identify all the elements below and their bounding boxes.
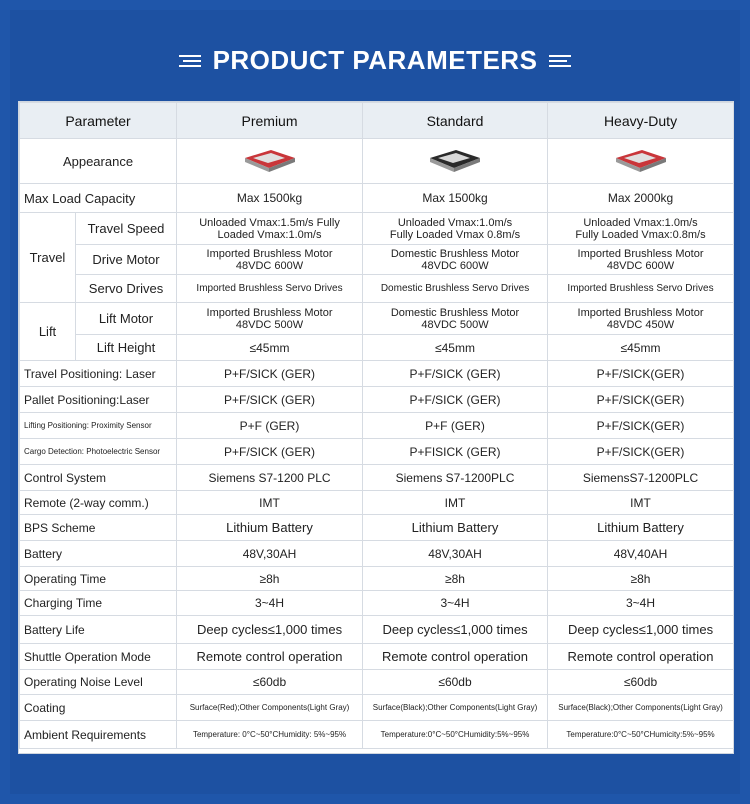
cell: Deep cycles≤1,000 times: [177, 616, 363, 644]
cell: 48V,30AH: [363, 541, 548, 567]
cell: [363, 213, 548, 245]
row-label: Shuttle Operation Mode: [20, 644, 177, 670]
cell: P+F/SICK(GER): [548, 361, 734, 387]
cell-line: 48VDC 450W: [606, 318, 675, 331]
table-row: [20, 139, 734, 184]
cell: Temperature:0°C~50°CHumidity:5%~95%: [363, 721, 548, 749]
header-parameter: Parameter: [20, 103, 177, 139]
table-row: [20, 695, 734, 721]
cell: Domestic Brushless Servo Drives: [363, 275, 548, 303]
cell: Max 1500kg: [363, 184, 548, 213]
cell: IMT: [548, 491, 734, 515]
cell: Lithium Battery: [177, 515, 363, 541]
cell: ≤60db: [177, 670, 363, 695]
cell: ≤60db: [363, 670, 548, 695]
cell: P+F/SICK(GER): [548, 387, 734, 413]
cell: Remote control operation: [177, 644, 363, 670]
cell: Max 1500kg: [177, 184, 363, 213]
table-row: [20, 515, 734, 541]
row-label: BPS Scheme: [20, 515, 177, 541]
cell-line: 48VDC 500W: [421, 318, 489, 331]
table-row: [20, 721, 734, 749]
title-bar: [0, 40, 750, 80]
cell: P+F (GER): [177, 413, 363, 439]
row-label: Charging Time: [20, 591, 177, 616]
red-shuttle-image: [612, 146, 670, 176]
cell: [548, 213, 734, 245]
row-label: Cargo Detection: Photoelectric Sensor: [20, 439, 177, 465]
cell: P+F/SICK(GER): [548, 413, 734, 439]
title-left-deco-icon: [177, 50, 203, 70]
cell-line: Imported Brushless Motor: [206, 247, 333, 260]
row-label: Control System: [20, 465, 177, 491]
row-label: Lift Height: [76, 335, 177, 361]
cell: ≥8h: [363, 567, 548, 591]
cell-line: Unloaded Vmax:1.0m/s: [397, 216, 513, 229]
cell-line: 48VDC 500W: [235, 318, 304, 331]
cell: ≤45mm: [363, 335, 548, 361]
cell: ≤60db: [548, 670, 734, 695]
cell: Surface(Black);Other Components(Light Gray): [548, 695, 734, 721]
cell: 3~4H: [363, 591, 548, 616]
cell-line: Unloaded Vmax:1.0m/s: [583, 216, 698, 229]
group-label-travel: Travel: [20, 213, 76, 303]
cell: Max 2000kg: [548, 184, 734, 213]
row-label: Travel Positioning: Laser: [20, 361, 177, 387]
cell: P+F/SICK (GER): [363, 387, 548, 413]
group-label-lift: Lift: [20, 303, 76, 361]
cell: P+F/SICK (GER): [177, 439, 363, 465]
table-row: [20, 567, 734, 591]
cell-line: Imported Brushless Motor: [577, 306, 704, 319]
cell: Surface(Red);Other Components(Light Gray): [177, 695, 363, 721]
cell-line: 48VDC 600W: [235, 259, 304, 272]
title-right-deco-icon: [547, 50, 573, 70]
row-label: Operating Time: [20, 567, 177, 591]
cell: P+F/SICK(GER): [548, 439, 734, 465]
cell-line: Imported Brushless Motor: [577, 247, 704, 260]
row-label: Remote (2-way comm.): [20, 491, 177, 515]
row-label: Max Load Capacity: [20, 184, 177, 213]
row-label: Drive Motor: [76, 245, 177, 275]
cell: 48V,40AH: [548, 541, 734, 567]
cell: ≤45mm: [177, 335, 363, 361]
appearance-premium: [177, 139, 363, 184]
cell: IMT: [363, 491, 548, 515]
cell-line: Domestic Brushless Motor: [390, 247, 520, 260]
appearance-standard: [363, 139, 548, 184]
cell-line: Fully Loaded Vmax:0.8m/s: [575, 228, 706, 241]
cell: IMT: [177, 491, 363, 515]
cell: [363, 245, 548, 275]
cell-line: Loaded Vmax:1.0m/s: [217, 228, 322, 241]
table-row: [20, 541, 734, 567]
cell: Siemens S7-1200PLC: [363, 465, 548, 491]
table-row: [20, 335, 734, 361]
cell: Remote control operation: [548, 644, 734, 670]
cell: ≥8h: [548, 567, 734, 591]
cell: SiemensS7-1200PLC: [548, 465, 734, 491]
cell: Deep cycles≤1,000 times: [363, 616, 548, 644]
table-row: [20, 616, 734, 644]
table-row: [20, 245, 734, 275]
cell: 48V,30AH: [177, 541, 363, 567]
table-row: [20, 670, 734, 695]
table-row: [20, 213, 734, 245]
cell: Imported Brushless Servo Drives: [548, 275, 734, 303]
cell: Deep cycles≤1,000 times: [548, 616, 734, 644]
cell: P+FISICK (GER): [363, 439, 548, 465]
cell: P+F/SICK (GER): [363, 361, 548, 387]
cell: [548, 303, 734, 335]
cell: Lithium Battery: [363, 515, 548, 541]
header-standard: Standard: [363, 103, 548, 139]
cell: ≤45mm: [548, 335, 734, 361]
row-label: Servo Drives: [76, 275, 177, 303]
row-label: Appearance: [20, 139, 177, 184]
header-premium: Premium: [177, 103, 363, 139]
header-row: [20, 103, 734, 139]
table-row: [20, 439, 734, 465]
cell: Remote control operation: [363, 644, 548, 670]
cell: Siemens S7-1200 PLC: [177, 465, 363, 491]
table-row: [20, 303, 734, 335]
table-row: [20, 184, 734, 213]
cell: 3~4H: [177, 591, 363, 616]
table-row: [20, 361, 734, 387]
red-shuttle-image: [241, 146, 299, 176]
cell: [363, 303, 548, 335]
cell: P+F/SICK (GER): [177, 361, 363, 387]
cell: Temperature:0°C~50°CHumicity:5%~95%: [548, 721, 734, 749]
row-label: Battery: [20, 541, 177, 567]
cell: 3~4H: [548, 591, 734, 616]
cell-line: Unloaded Vmax:1.5m/s Fully: [199, 216, 340, 229]
row-label: Ambient Requirements: [20, 721, 177, 749]
black-shuttle-image: [426, 146, 484, 176]
cell: P+F (GER): [363, 413, 548, 439]
cell: Temperature: 0°C~50°CHumidity: 5%~95%: [177, 721, 363, 749]
header-heavy-duty: Heavy-Duty: [548, 103, 734, 139]
table-row: [20, 387, 734, 413]
cell-line: 48VDC 600W: [421, 259, 489, 272]
cell: [177, 245, 363, 275]
appearance-heavy-duty: [548, 139, 734, 184]
row-label: Pallet Positioning:Laser: [20, 387, 177, 413]
table-row: [20, 465, 734, 491]
cell: ≥8h: [177, 567, 363, 591]
cell: Surface(Black);Other Components(Light Gray): [363, 695, 548, 721]
row-label: Battery Life: [20, 616, 177, 644]
cell: [177, 303, 363, 335]
table-row: [20, 413, 734, 439]
page-title: PRODUCT PARAMETERS: [212, 44, 538, 75]
row-label: Travel Speed: [76, 213, 177, 245]
table-row: [20, 491, 734, 515]
row-label: Lifting Positioning: Proximity Sensor: [20, 413, 177, 439]
cell-line: 48VDC 600W: [606, 259, 675, 272]
row-label: Lift Motor: [76, 303, 177, 335]
table-row: [20, 591, 734, 616]
table-row: [20, 275, 734, 303]
cell: Lithium Battery: [548, 515, 734, 541]
cell: Imported Brushless Servo Drives: [177, 275, 363, 303]
table-row: [20, 644, 734, 670]
row-label: Coating: [20, 695, 177, 721]
cell: P+F/SICK (GER): [177, 387, 363, 413]
row-label: Operating Noise Level: [20, 670, 177, 695]
parameters-table: [18, 101, 734, 754]
cell-line: Domestic Brushless Motor: [390, 306, 520, 319]
cell-line: Imported Brushless Motor: [206, 306, 333, 319]
cell-line: Fully Loaded Vmax 0.8m/s: [389, 228, 521, 241]
cell: [548, 245, 734, 275]
cell: [177, 213, 363, 245]
